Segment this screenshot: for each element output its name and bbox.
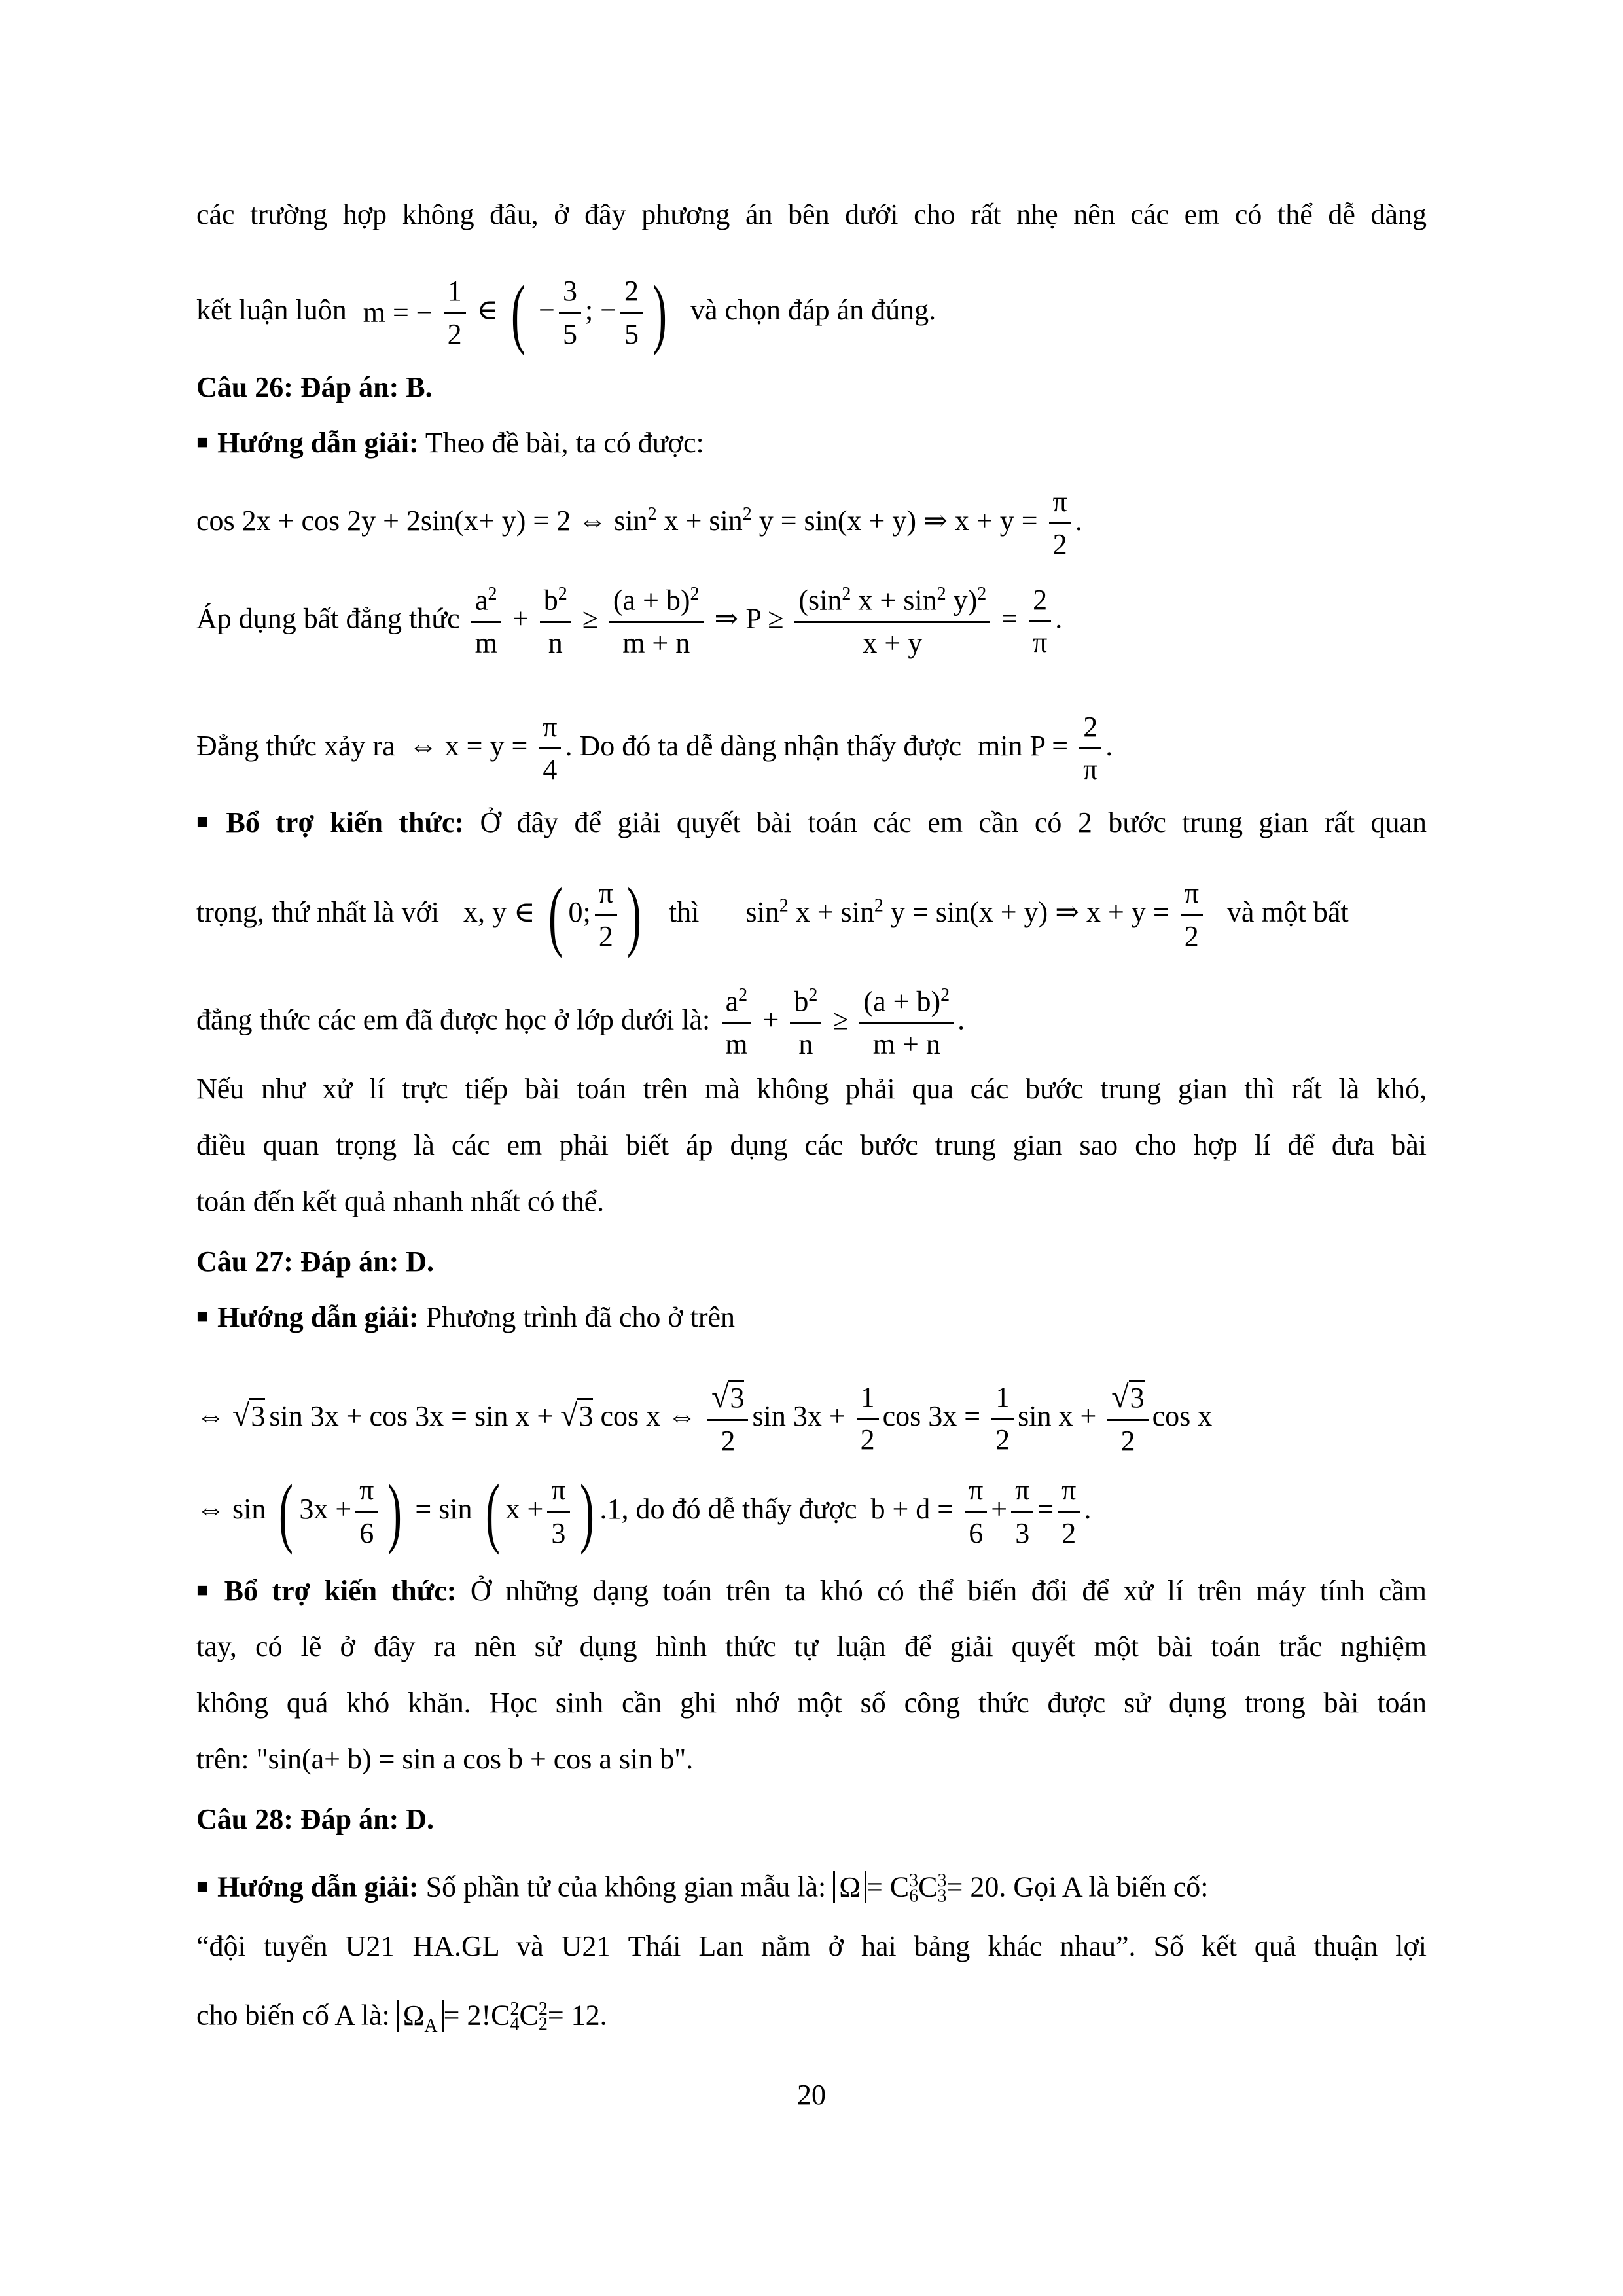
q27-knowledge-heading: ■ Bổ trợ kiến thức: Ở những dạng toán trên ta khó có thể biến đổi để xử lí trên máy tính cầm — [196, 1575, 1427, 1607]
fraction: $\frac{1}{2}$ — [444, 276, 466, 349]
paragraph-line: điều quan trọng là các em phải biết áp dụng các bước trung gian sao cho hợp lí để đưa bài — [196, 1129, 1427, 1161]
bullet-icon: ■ — [196, 431, 209, 453]
q26-equality-condition: Đẳng thức xảy ra ⇔ x = y = $\frac{\pi}{4}$ . Do đó ta dễ dàng nhận thấy được min P = $\frac{2}{\pi}$ . — [196, 711, 1113, 786]
question-27-title: Câu 27: Đáp án: D. — [196, 1246, 435, 1278]
q28-solution-heading: ■ Hướng dẫn giải: Số phần tử của không gian mẫu là: $\Omega = C_6^3C_3^3= 20$. Gọi A là biến cố: — [196, 1871, 1209, 1907]
fraction: $\frac{2}{5}$ — [620, 276, 643, 349]
bullet-icon: ■ — [196, 1875, 209, 1897]
paragraph-line: không quá khó khăn. Học sinh cần ghi nhớ một số công thức được sử dụng trong bài toán — [196, 1687, 1427, 1719]
question-28-title: Câu 28: Đáp án: D. — [196, 1803, 435, 1835]
q26-knowledge-line-2: trọng, thứ nhất là với x, y ∈ ( 0; $\frac{\pi}{2}$ ) thì $\sin^2 x + \sin^2 y = \sin(x + y)$ ⇒ x + y = $\frac{\pi}{2}$ và một bất — [196, 871, 1349, 958]
question-26-title: Câu 26: Đáp án: B. — [196, 371, 433, 403]
q26-inequality: Áp dụng bất đẳng thức $\frac{a^2}{m}$ + $\frac{b^2}{n}$ ≥ $\frac{(a + b)^2}{m + n}$ ⇒ P ≥ $\frac{(\sin^2 x + \sin^2 y)^2}{x + y}$ = $\frac{2}{\pi}$ . — [196, 583, 1063, 659]
q26-solution-heading: ■ Hướng dẫn giải: Theo đề bài, ta có được: — [196, 427, 704, 459]
paragraph-line: Nếu như xử lí trực tiếp bài toán trên mà không phải qua các bước trung gian thì rất là khó, — [196, 1073, 1427, 1105]
paragraph-line: cho biến cố A là: $\Omega_A = 2!C_4^2C_2^2= 12$. — [196, 1999, 607, 2036]
page-number: 20 — [797, 2079, 826, 2111]
q26-knowledge-heading: ■ Bổ trợ kiến thức: Ở đây để giải quyết bài toán các em cần có 2 bước trung gian rất quan — [196, 806, 1427, 838]
bullet-icon: ■ — [196, 1579, 215, 1601]
q27-equation-1: ⇔ √3 sin 3x + cos 3x = sin x + √3 cos x ⇔ $\frac{√3}{2}$ sin 3x + $\frac{1}{2}$ cos 3x = $\frac{1}{2}$ sin x + $\frac{√3}{2}$ cos x — [196, 1380, 1213, 1458]
q26-knowledge-line-3: đẳng thức các em đã được học ở lớp dưới là: $\frac{a^2}{m}$ + $\frac{b^2}{n}$ ≥ $\frac{(a + b)^2}{m + n}$ . — [196, 985, 965, 1060]
paragraph-line: các trường hợp không đâu, ở đây phương án bên dưới cho rất nhẹ nên các em có thể dễ dàng — [196, 198, 1427, 230]
paragraph-line: “đội tuyển U21 HA.GL và U21 Thái Lan nằm ở hai bảng khác nhau”. Số kết quả thuận lợi — [196, 1930, 1427, 1962]
fraction: $\frac{3}{5}$ — [559, 276, 581, 349]
bullet-icon: ■ — [196, 1306, 209, 1327]
paragraph-line: tay, có lẽ ở đây ra nên sử dụng hình thức tự luận để giải quyết một bài toán trắc nghiệm — [196, 1630, 1427, 1662]
q27-equation-2: ⇔ sin ( 3x + $\frac{\pi}{6}$ ) = sin ( x + $\frac{\pi}{3}$ ) .1, do đó dễ thấy được b + d = $\frac{\pi}{6}$ + $\frac{\pi}{3}$ = $\frac{\pi}{2}$ . — [196, 1468, 1092, 1555]
bullet-icon: ■ — [196, 811, 217, 833]
paragraph-line: toán đến kết quả nhanh nhất có thể. — [196, 1185, 605, 1217]
q27-solution-heading: ■ Hướng dẫn giải: Phương trình đã cho ở trên — [196, 1301, 736, 1333]
q26-equation-1: cos 2x + cos 2y + 2sin(x+ y) = 2 ⇔ $\sin^2 x + \sin^2 y = \sin(x + y)$ ⇒ x + y = $\frac{\pi}{2}$ . — [196, 486, 1082, 561]
conclusion-line: kết luận luôn m = − $\frac{1}{2}$ ∈ ( − $\frac{3}{5}$ ; − $\frac{2}{5}$ ) và chọn đáp án đúng. — [196, 269, 936, 356]
paragraph-line: trên: "sin(a+ b) = sin a cos b + cos a sin b". — [196, 1743, 694, 1775]
